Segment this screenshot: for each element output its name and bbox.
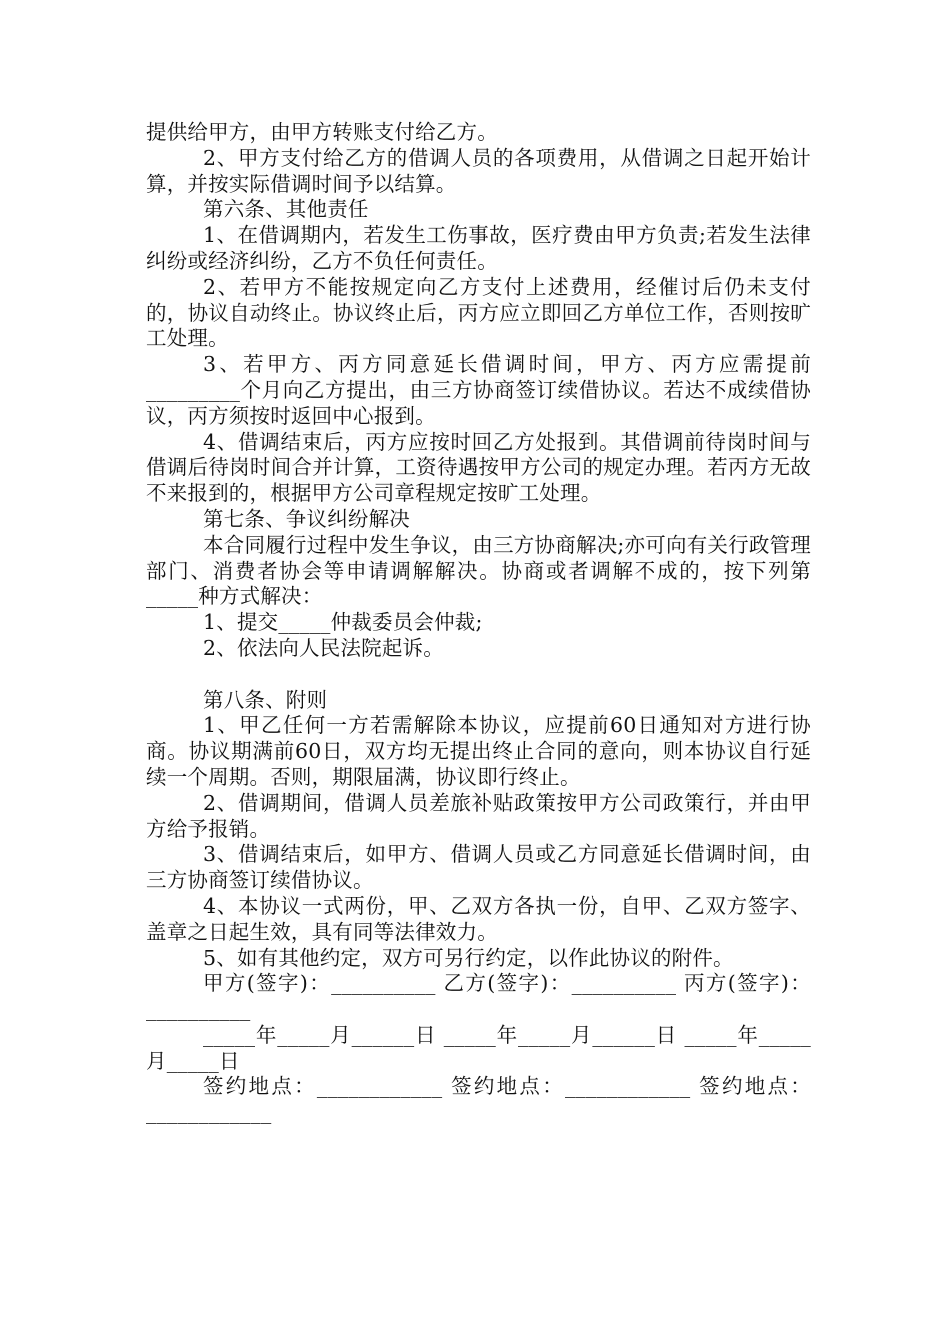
paragraph: 2、借调期间，借调人员差旅补贴政策按甲方公司政策行，并由甲方给予报销。 [146,790,811,841]
paragraph: 1、提交_____仲裁委员会仲裁; [203,610,483,635]
paragraph: 4、本协议一式两份，甲、乙双方各执一份，自甲、乙双方签字、盖章之日起生效，具有同等法律效力。 [146,893,811,944]
paragraph: 1、甲乙任何一方若需解除本协议，应提前60日通知对方进行协商。协议期满前60日，双方均无提出终止合同的意向，则本协议自行延续一个周期。否则，期限届满，协议即行终止。 [146,713,811,789]
section-heading: 第八条、附则 [203,687,328,712]
paragraph: 2、甲方支付给乙方的借调人员的各项费用，从借调之日起开始计算，并按实际借调时间予以结算。 [146,145,811,196]
blank-line [146,662,811,688]
paragraph: 2、依法向人民法院起诉。 [203,635,444,660]
paragraph: 4、借调结束后，丙方应按时回乙方处报到。其借调前待岗时间与借调后待岗时间合并计算，工资待遇按甲方公司的规定办理。若丙方无故不来报到的，根据甲方公司章程规定按旷工处理。 [146,429,811,506]
date-line: _____年_____月______日 _____年_____月______日 _____年_____月_____日 [146,1022,811,1073]
paragraph: 5、如有其他约定，双方可另行约定，以作此协议的附件。 [203,945,734,970]
paragraph: 2、若甲方不能按规定向乙方支付上述费用，经催讨后仍未支付的，协议自动终止。协议终止后，丙方应立即回乙方单位工作，否则按旷工处理。 [146,274,811,351]
paragraph: 1、在借调期内，若发生工伤事故，医疗费由甲方负责;若发生法律纠纷或经济纠纷，乙方不负任何责任。 [146,223,811,273]
section-heading: 第六条、其他责任 [203,197,369,222]
paragraph: 3、若甲方、丙方同意延长借调时间，甲方、丙方应需提前_________个月向乙方提出，由三方协商签订续借协议。若达不成续借协议，丙方须按时返回中心报到。 [146,352,811,428]
paragraph: 3、借调结束后，如甲方、借调人员或乙方同意延长借调时间，由三方协商签订续借协议。 [146,842,811,893]
paragraph: 提供给甲方，由甲方转账支付给乙方。 [146,120,498,144]
section-heading: 第七条、争议纠纷解决 [203,506,410,531]
paragraph: 本合同履行过程中发生争议，由三方协商解决;亦可向有关行政管理部门、消费者协会等申请调解解决。协商或者调解不成的，按下列第_____种方式解决： [146,532,811,609]
signature-line: 甲方(签字)：__________ 乙方(签字)：__________ 丙方(签字)：__________ [146,971,811,1022]
document-page [146,120,811,1126]
location-line: 签约地点：____________ 签约地点：____________ 签约地点：____________ [146,1074,811,1125]
